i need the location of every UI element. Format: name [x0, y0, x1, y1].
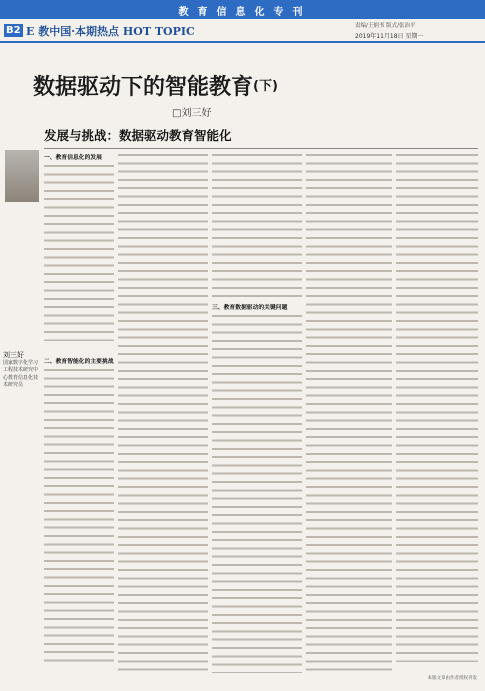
column-text-block: [396, 152, 478, 662]
section-heading: 一、教育信息化的发展: [44, 155, 102, 161]
column-text-block: [212, 313, 302, 673]
author-bio: 国家数字化学习工程技术研究中心教育信息化技术研究员: [3, 359, 39, 388]
byline: □刘三好: [172, 108, 212, 119]
subhead-rule: [44, 148, 478, 149]
header-rule: [0, 41, 485, 43]
section-heading: 二、教育智能化的主要挑战: [44, 359, 114, 365]
issue-date: 2019年11月18日 星期一: [355, 33, 424, 40]
article-column-2: [118, 152, 208, 682]
footer-note: 本版文章由作者授权刊发: [427, 676, 477, 681]
article-subhead: 发展与挑战：数据驱动教育智能化: [44, 128, 232, 143]
article-column-5: [396, 152, 478, 682]
author-name: 刘三好: [3, 351, 24, 359]
section-heading: 三、教育数据驱动的关键问题: [212, 305, 288, 311]
article-column-4: [306, 152, 392, 682]
column-text-block: [44, 163, 114, 341]
author-photo: [5, 150, 39, 202]
article-title: [33, 70, 278, 101]
editor-info: 责编/王炳书 版式/张治平: [355, 23, 416, 29]
title-main: 数据驱动下的智能教育: [33, 75, 254, 100]
column-text-block: [212, 152, 302, 302]
column-text-block: [44, 367, 114, 667]
column-text-block: [118, 152, 208, 672]
masthead-title: 教育信息化专刊: [178, 7, 312, 18]
article-column-1: [44, 152, 114, 352]
title-part: (下): [253, 79, 278, 94]
page-code: B2: [6, 25, 21, 36]
author-caption: [3, 352, 41, 390]
article-column-1b: [44, 356, 114, 682]
column-text-block: [306, 152, 392, 672]
section-name: E 教中国·本期热点 HOT TOPIC: [26, 25, 195, 38]
article-column-3: [212, 152, 302, 682]
